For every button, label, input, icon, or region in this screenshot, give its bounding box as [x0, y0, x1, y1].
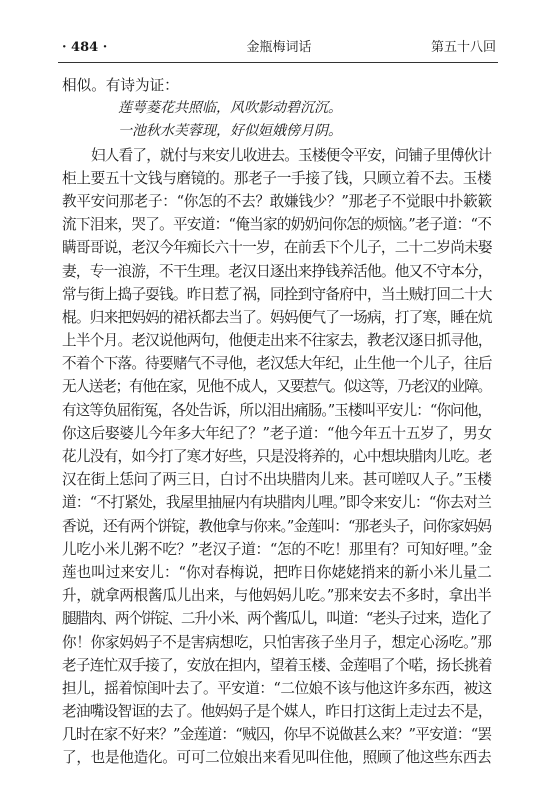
text-line: 几时在家不好来？”金莲道：“贼囚，你早不说做甚么来？”平安道：“罢: [62, 726, 492, 744]
text-line: 升，就拿两根酱瓜儿出来，与他妈妈儿吃。”那来安去不多时，拿出半: [62, 587, 492, 605]
text-line: 不着个下落。待要赌气不寻他，老汉恁大年纪，止生他一个儿子，往后: [62, 355, 492, 373]
poem-line: 莲萼菱花共照临，风吹影动碧沉沉。: [118, 100, 342, 117]
text-line: 莲也叫过来安儿：“你对春梅说，把昨日你姥姥捎来的新小米儿量二: [62, 563, 492, 581]
poem-line: 一池秋水芙蓉现，好似姮娥傍月阴。: [118, 123, 342, 140]
text-line: 棍。归来把妈妈的裙袄都去当了。妈妈便气了一场病，打了寒，睡在炕: [62, 308, 492, 326]
text-line: 瞒哥哥说，老汉今年痴长六十一岁，在前丢下个儿子，二十二岁尚未娶: [62, 239, 492, 257]
text-line: 教平安问那老子：“你怎的不去？敢嫌钱少？”那老子不觉眼中扑簌簌: [62, 192, 492, 210]
paragraph-start-line: 妇人看了，就付与来安儿收进去。玉楼便令平安，问铺子里傅伙计: [91, 146, 492, 164]
text-line: 流下泪来，哭了。平安道：“俺当家的奶奶问你怎的烦恼。”老子道：“不: [62, 216, 492, 234]
text-line: 上半个月。老汉说他两句，他便走出来不往家去，教老汉逐日抓寻他，: [62, 332, 492, 350]
text-line: 你！你家妈妈子不是害病想吃，只怕害孩子坐月子，想定心汤吃。”那: [62, 633, 492, 651]
text-line: 有这等负屈衔冤，各处告诉，所以泪出痛肠。”玉楼叫平安儿：“你问他，: [62, 401, 492, 419]
text-line: 儿吃小米儿粥不吃？”老汉子道：“怎的不吃！那里有？可知好哩。”金: [62, 540, 492, 558]
header-rule: [58, 62, 498, 63]
text-line: 妻，专一浪游，不干生理。老汉日逐出来挣钱养活他。他又不守本分，: [62, 262, 492, 280]
text-line: 担儿，摇着惊闺叶去了。平安道：“二位娘不该与他这许多东西，被这: [62, 679, 492, 697]
text-line: 了，也是他造化。可可二位娘出来看见叫住他，照顾了他这些东西去: [62, 749, 492, 767]
text-line: 花儿没有，如今打了寒才好些，只是没将养的，心中想块腊肉儿吃。老: [62, 448, 492, 465]
text-line: 香说，还有两个饼锭，教他拿与你来。”金莲叫：“那老头子，问你家妈妈: [62, 517, 492, 535]
text-line: 相似。有诗为证：: [62, 77, 179, 94]
text-line: 常与街上捣子耍钱。昨日惹了祸，同拴到守备府中，当土贼打回二十大: [62, 285, 492, 303]
chapter-title: 第五十八回: [430, 40, 496, 55]
text-line: 汉在街上恁问了两三日，白讨不出块腊肉儿来。甚可嗟叹人子。”玉楼: [62, 471, 492, 489]
text-line: 柜上要五十文钱与磨镜的。那老子一手接了钱，只顾立着不去。玉楼: [62, 169, 492, 187]
book-title: 金瓶梅词话: [246, 40, 312, 55]
text-line: 道：“不打紧处，我屋里抽屉内有块腊肉儿哩。”即令来安儿：“你去对兰: [62, 494, 492, 512]
page-header: [62, 38, 496, 58]
page-number: · 484 ·: [62, 40, 108, 55]
body-text: [62, 74, 492, 770]
text-line: 腿腊肉、两个饼锭、二升小米、两个酱瓜儿，叫道：“老头子过来，造化了: [62, 610, 491, 628]
text-line: 无人送老；有他在家，见他不成人，又要惹气。似这等，乃老汉的业障。: [62, 378, 491, 396]
text-line: 你这后娶婆儿今年多大年纪了？”老子道：“他今年五十五岁了，男女: [62, 424, 492, 442]
text-line: 老子连忙双手接了，安放在担内，望着玉楼、金莲唱了个喏，扬长挑着: [62, 656, 492, 674]
text-line: 老油嘴设智诓的去了。他妈妈子是个媒人，昨日打这街上走过去不是，: [62, 703, 492, 721]
